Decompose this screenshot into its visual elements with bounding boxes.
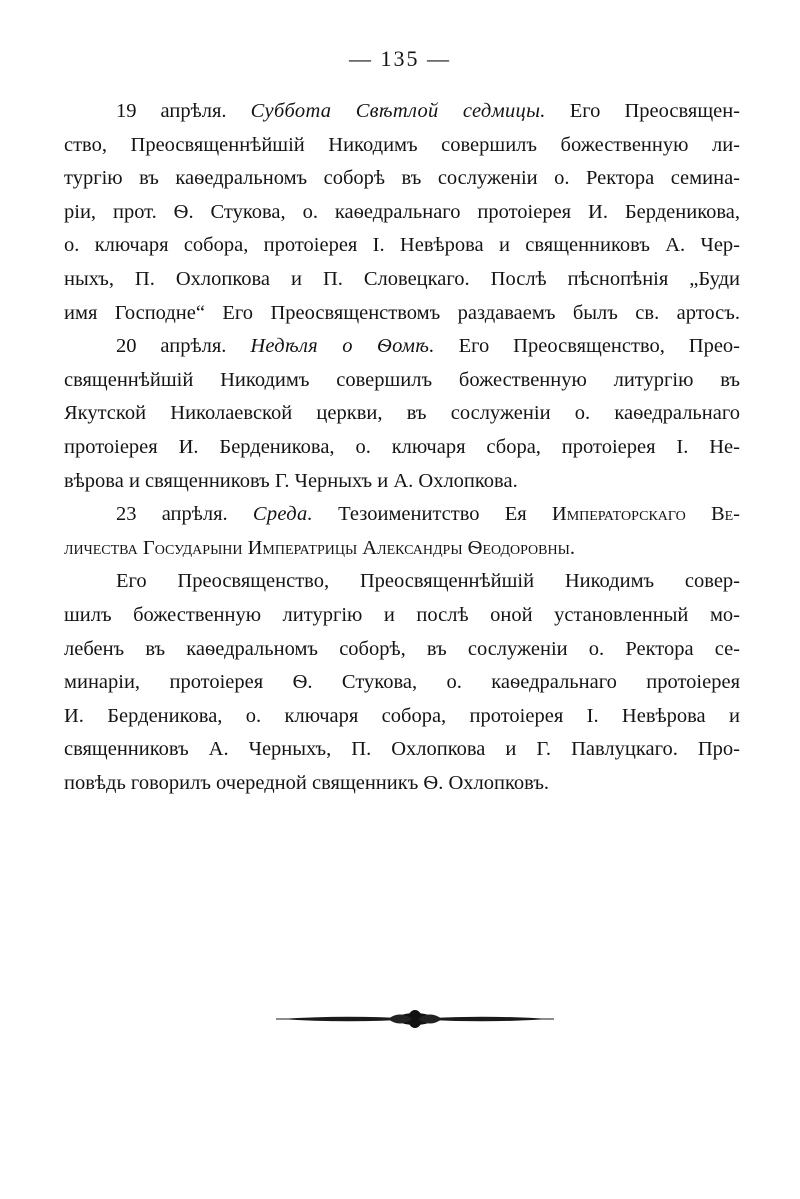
italic-heading: Суббота Свѣтлой седмицы.: [250, 100, 546, 122]
paragraph: [64, 498, 740, 565]
text-line: 23 апрѣля. Среда. Тезоименитство Ея Императорскаго Ве-: [116, 503, 741, 526]
body-text: [64, 95, 740, 800]
text-line: Якутской Николаевской церкви, въ сослуженіи о. каѳедральнаго: [64, 402, 740, 425]
text-line: священнѣйшій Никодимъ совершилъ божественную литургію въ: [64, 368, 740, 391]
decorative-rule-icon: [270, 1004, 560, 1034]
text-line: тургію въ каѳедральномъ соборѣ въ сослуженіи о. Ректора семина-: [64, 167, 740, 190]
text-line: Его Преосвященство, Преосвященнѣйшій Никодимъ совер-: [116, 570, 740, 593]
text-line: лебенъ въ каѳедральномъ соборѣ, въ сослуженіи о. Ректора се-: [64, 637, 740, 660]
text-line: И. Берденикова, о. ключаря собора, протоіерея I. Невѣрова и: [64, 704, 740, 727]
text-line: вѣрова и священниковъ Г. Черныхъ и А. Охлопкова.: [64, 469, 518, 492]
italic-heading: Среда.: [252, 503, 313, 526]
text-line: о. ключаря собора, протоіерея I. Невѣрова и священниковъ А. Чер-: [64, 234, 740, 257]
paragraph: [64, 330, 740, 498]
text-line: имя Господне“ Его Преосвященствомъ раздаваемъ былъ св. артосъ.: [64, 301, 740, 324]
text-line: священниковъ А. Черныхъ, П. Охлопкова и Г. Павлуцкаго. Про-: [64, 738, 740, 761]
text-line: 19 апрѣля. Суббота Свѣтлой седмицы. Его Преосвящен-: [116, 100, 740, 122]
text-line: шилъ божественную литургію и послѣ оной установленный мо-: [64, 603, 740, 626]
text-line: личества Государыни Императрицы Александры Ѳеодоровны.: [64, 536, 575, 559]
paragraph: [64, 565, 740, 800]
page-number: — 135 —: [349, 46, 451, 71]
paragraph: [64, 95, 740, 330]
italic-heading: Недѣля о Ѳомѣ.: [250, 335, 435, 358]
text-line: минаріи, протоіерея Ѳ. Стукова, о. каѳедральнаго протоіерея: [64, 671, 740, 694]
text-line: 20 апрѣля. Недѣля о Ѳомѣ. Его Преосвященство, Прео-: [116, 335, 741, 358]
text-line: повѣдь говорилъ очередной священникъ Ѳ. Охлопковъ.: [64, 771, 550, 794]
text-line: ство, Преосвященнѣйшій Никодимъ совершилъ божественную ли-: [64, 133, 740, 156]
text-line: ныхъ, П. Охлопкова и П. Словецкаго. Послѣ пѣснопѣнія „Буди: [64, 267, 740, 290]
text-line: ріи, прот. Ѳ. Стукова, о. каѳедральнаго протоіерея И. Берденикова,: [64, 200, 740, 223]
text-line: протоіерея И. Берденикова, о. ключаря сбора, протоіерея I. Не-: [64, 435, 740, 458]
